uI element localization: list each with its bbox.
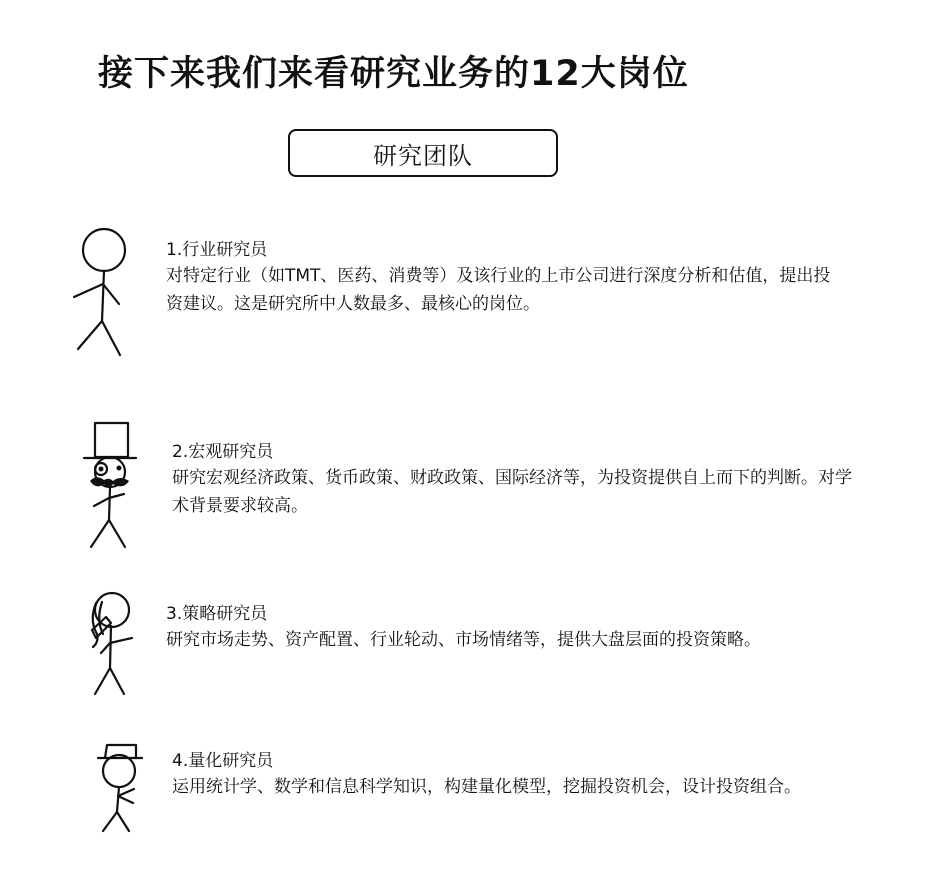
- role-description: 研究市场走势、资产配置、行业轮动、市场情绪等，提供大盘层面的投资策略。: [166, 630, 761, 650]
- top-hat-figure-icon: [78, 420, 148, 556]
- role-industry-researcher: [166, 238, 846, 318]
- page-title: 接下来我们来看研究业务的12大岗位: [98, 54, 689, 94]
- stick-figure-icon: [68, 226, 138, 362]
- role-description: 研究宏观经济政策、货币政策、财政政策、国际经济等，为投资提供自上而下的判断。对学术背景要求较高。: [172, 468, 852, 516]
- role-quant-researcher: [172, 749, 852, 801]
- role-description: 运用统计学、数学和信息科学知识，构建量化模型，挖掘投资机会，设计投资组合。: [172, 777, 801, 797]
- hat-figure-icon: [94, 742, 150, 842]
- role-strategy-researcher: [166, 602, 846, 654]
- research-team-box: [288, 129, 558, 177]
- ponytail-figure-icon: [82, 590, 152, 704]
- role-title: 2.宏观研究员: [172, 442, 274, 462]
- role-macro-researcher: [172, 440, 852, 520]
- role-title: 3.策略研究员: [166, 604, 268, 624]
- role-description: 对特定行业（如TMT、医药、消费等）及该行业的上市公司进行深度分析和估值，提出投资建议。这是研究所中人数最多、最核心的岗位。: [166, 266, 831, 314]
- role-title: 4.量化研究员: [172, 751, 274, 771]
- research-team-label: 研究团队: [373, 141, 473, 170]
- role-title: 1.行业研究员: [166, 240, 268, 260]
